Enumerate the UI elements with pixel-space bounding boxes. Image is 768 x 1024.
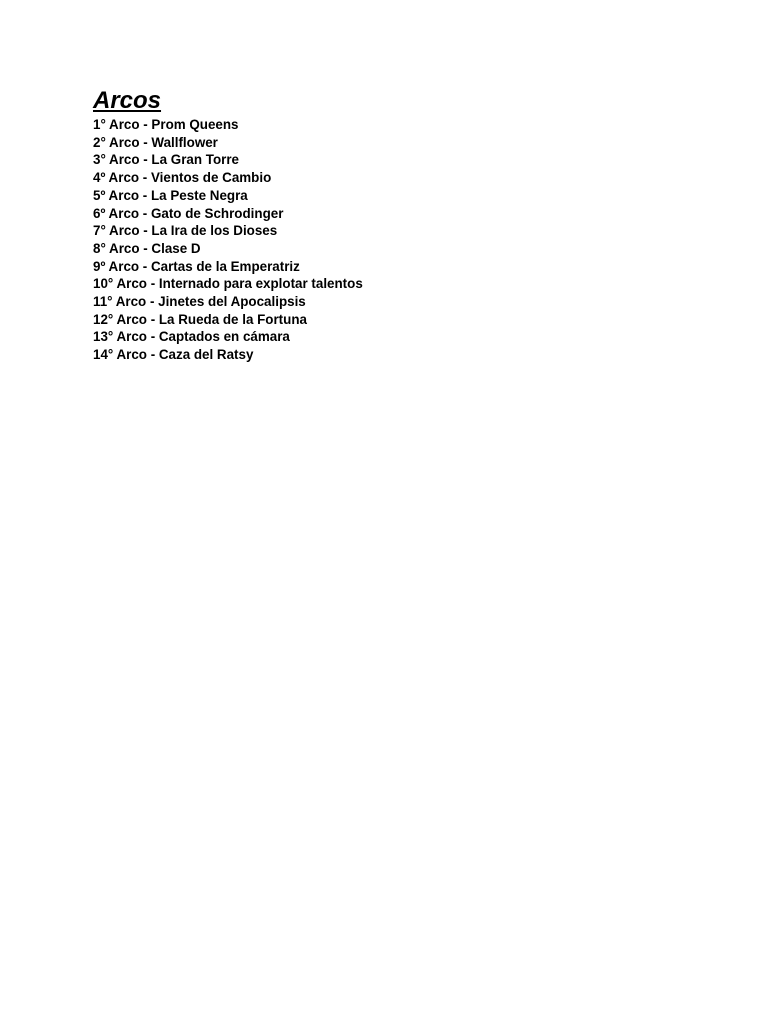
list-item: 3° Arco - La Gran Torre (93, 152, 239, 168)
list-item: 7° Arco - La Ira de los Dioses (93, 223, 278, 239)
document-title: Arcos (93, 87, 162, 114)
list-item: 11° Arco - Jinetes del Apocalipsis (93, 294, 306, 310)
list-item: 1° Arco - Prom Queens (93, 117, 239, 132)
list-item: 4º Arco - Vientos de Cambio (93, 170, 272, 186)
list-item: 12° Arco - La Rueda de la Fortuna (93, 311, 307, 327)
list-item: 9º Arco - Cartas de la Emperatriz (93, 258, 300, 274)
document-content (93, 86, 363, 364)
list-item: 2° Arco - Wallflower (93, 134, 218, 150)
arc-list (93, 116, 363, 364)
list-item: 13° Arco - Captados en cámara (93, 329, 290, 345)
list-item: 8° Arco - Clase D (93, 240, 201, 256)
list-item: 6º Arco - Gato de Schrodinger (93, 205, 284, 221)
list-item: 14° Arco - Caza del Ratsy (93, 347, 254, 363)
list-item: 5º Arco - La Peste Negra (93, 187, 248, 203)
list-item: 10° Arco - Internado para explotar talentos (93, 276, 363, 292)
